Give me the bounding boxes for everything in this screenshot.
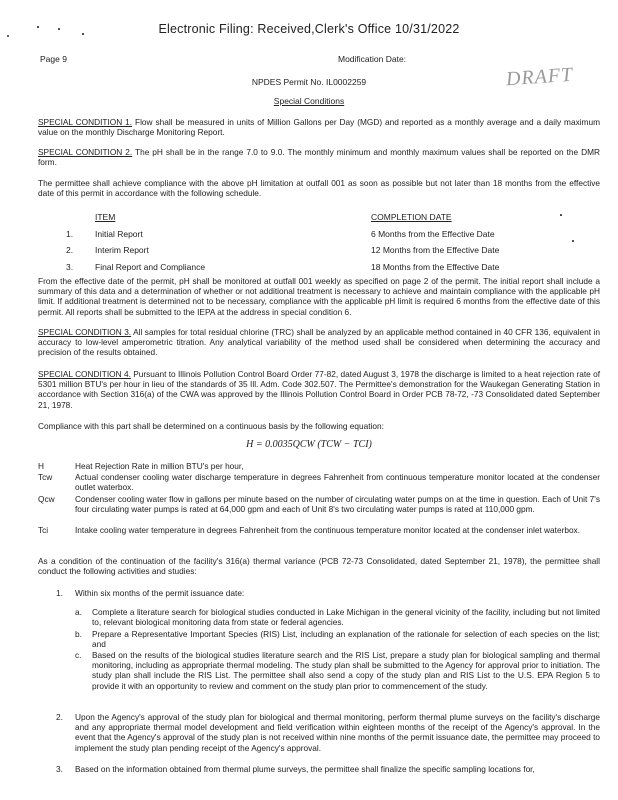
definition-symbol: Qcw [38,494,55,504]
schedule-row-date: 12 Months from the Effective Date [371,245,500,255]
substep-label: a. [75,607,82,617]
step-number: 1. [56,588,63,598]
condition-text: Flow shall be measured in units of Million Gallons per Day (MGD) and reported as a monthly average and a daily maximum value on the monthly Discharge Monitoring Report. [38,117,600,138]
schedule-row-num: 3. [66,262,74,272]
schedule-row-date: 6 Months from the Effective Date [371,229,495,239]
equation-intro: Compliance with this part shall be determined on a continuous basis by the following equation: [38,421,384,431]
step-3-text: Based on the information obtained from thermal plume surveys, the permittee shall finalize the specific sampling locations for, [75,764,535,774]
definition-symbol: H [38,461,44,471]
special-condition-4 [38,369,600,410]
schedule-row-item: Final Report and Compliance [95,262,206,272]
definition-text: Intake cooling water temperature in degrees Fahrenheit from the continuous temperature monitor located at the condenser inlet waterbox. [75,525,581,535]
definition-symbol: Tcw [38,472,53,482]
definition-text: Condenser cooling water flow in gallons per minute based on the number of circulating water pumps on at the time in question. Each of Unit 7's four circulating water pumps is rated at 64,000 gpm and each of Unit 8's two circulating water pumps is rated at 110,000 gpm. [75,494,600,515]
special-condition-1 [38,117,600,137]
substep-label: b. [75,629,82,639]
definition-symbol: Tci [38,525,49,535]
condition-text: The pH shall be in the range 7.0 to 9.0. The monthly minimum and monthly maximum values shall be reported on the DMR form. [38,147,600,168]
substep-text: Complete a literature search for biological studies conducted in Lake Michigan in the general vicinity of the facility, including but not limited to, relevant biological monitoring data from state or federal agencies. [92,607,600,628]
permit-number: NPDES Permit No. IL0002259 [251,77,367,87]
step-number: 2. [56,712,63,722]
definition-text: Heat Rejection Rate in million BTU's per hour, [75,461,244,471]
heat-rejection-equation: H = 0.0035QCW (TCW − TCI) [246,439,372,450]
substep-text: Prepare a Representative Important Species (RIS) List, including an explanation of the rationale for selection of each species on the list; and [92,629,600,650]
condition-label: SPECIAL CONDITION 4. [38,369,131,379]
substep-label: c. [75,650,82,660]
modification-date: Modification Date: [338,54,407,64]
schedule-header-item: ITEM [95,212,116,222]
step-number: 3. [56,764,63,774]
filing-banner: Electronic Filing: Received,Clerk's Office 10/31/2022 [158,22,460,36]
substep-text: Based on the results of the biological studies literature search and the RIS List, prepare a study plan for biological sampling and thermal monitoring, including as appropriate thermal modeling. The study plan shall be submitted to the Agency for approval prior to initiation. The study plan shall include the RIS List. The permittee shall also send a copy of the study plan and RIS List to the U.S. EPA Region 5 to provide it with an opportunity to review and comment on the study plan prior to commencement of the study. [92,650,600,691]
schedule-header-date: COMPLETION DATE [371,212,452,222]
schedule-row-item: Interim Report [95,245,149,255]
special-condition-2 [38,147,600,167]
condition-label: SPECIAL CONDITION 2. [38,147,133,157]
draft-stamp: DRAFT [505,63,574,91]
monitoring-paragraph: From the effective date of the permit, pH shall be monitored at outfall 001 weekly as specified on page 2 of the permit. The initial report shall include a summary of this data and a determination of whether or not additional treatment is necessary to achieve and maintain compliance with the applicable pH limit. If additional treatment is determined not to be necessary, compliance with the applicable pH limit is required 6 months from the effective date of this permit. All reports shall be submitted to the IEPA at the address in special condition 6. [38,276,600,317]
condition-text: All samples for total residual chlorine (TRC) shall be analyzed by an applicable method contained in 40 CFR 136, equivalent in accuracy to low-level amperometric titration. Any analytical variability of the method used shall be considered when determining the accuracy and precision of the results obtained. [38,327,600,358]
scan-speck [560,214,562,216]
schedule-row-date: 18 Months from the Effective Date [371,262,500,272]
compliance-paragraph: The permittee shall achieve compliance with the above pH limitation at outfall 001 as soon as possible but not later than 18 months from the effective date of this permit in accordance with the following schedule. [38,178,600,199]
step-2-text: Upon the Agency's approval of the study plan for biological and thermal monitoring, perform thermal plume surveys on the facility's discharge and any appropriate thermal model development and field verification within eighteen months of the receipt of the Agency's approval. In the event that the Agency's approval of the study plan is not received within nine months of the permit issuance date, the permittee may proceed to implement the study plan pending receipt of the Agency's approval. [75,712,600,753]
condition-label: SPECIAL CONDITION 1. [38,117,133,127]
schedule-row-item: Initial Report [95,229,143,239]
condition-label: SPECIAL CONDITION 3. [38,327,132,337]
schedule-row-num: 2. [66,245,74,255]
variance-paragraph: As a condition of the continuation of the facility's 316(a) thermal variance (PCB 72-73 Consolidated, dated September 21, 1978), the permittee shall conduct the following activities and studies: [38,556,600,577]
special-condition-3 [38,327,600,358]
condition-text: Pursuant to Illinois Pollution Control Board Order 77-82, dated August 3, 1978 the discharge is limited to a heat rejection rate of 5301 million BTU's per hour in lieu of the standards of 35 Ill. Adm. Code 302.507. The Permittee's demonstration for the Waukegan Generating Station in accordance with Section 316(a) of the CWA was approved by the Illinois Pollution Control Board in Order PCB 78-72, -73 Consolidated dated September 21, 1978. [38,369,600,410]
definition-text: Actual condenser cooling water discharge temperature in degrees Fahrenheit from continuous temperature monitor located at the condenser outlet waterbox. [75,472,600,493]
step-1-text: Within six months of the permit issuance date: [75,588,245,598]
section-title: Special Conditions [273,96,345,106]
scan-speck [572,240,574,242]
schedule-row-num: 1. [66,229,74,239]
page-number: Page 9 [40,54,67,64]
